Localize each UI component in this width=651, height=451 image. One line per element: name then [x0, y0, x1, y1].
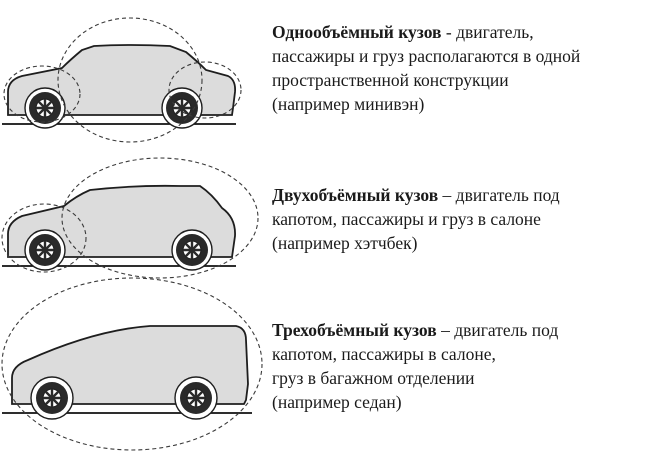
car-hatchback — [2, 158, 258, 278]
sedan-front-wheel — [29, 92, 61, 124]
minivan-rear-wheel — [180, 382, 212, 414]
desc-line-2: капотом, пассажиры в салоне, — [272, 344, 496, 364]
sedan-rear-wheel — [166, 92, 198, 124]
desc-line-1 — [272, 183, 647, 207]
body-type-title: Трехобъёмный кузов — [272, 320, 437, 340]
desc-line-4: (например минивэн) — [272, 94, 425, 114]
body-type-title: Двухобъёмный кузов — [272, 185, 439, 205]
desc-line-1 — [272, 318, 647, 342]
desc-text: двигатель под — [455, 185, 560, 205]
desc-line-1 — [272, 20, 647, 44]
description-one-volume — [272, 20, 647, 116]
desc-line-3: груз в багажном отделении — [272, 368, 475, 388]
body-type-title: Однообъёмный кузов — [272, 22, 442, 42]
title-separator: – — [436, 320, 455, 340]
desc-line-2: капотом, пассажиры и груз в салоне — [272, 209, 541, 229]
car-sedan — [2, 18, 241, 142]
hatchback-front-wheel — [29, 234, 61, 266]
desc-text: двигатель под — [454, 320, 559, 340]
title-separator: – — [438, 185, 456, 205]
description-two-volume — [272, 183, 647, 255]
hatchback-rear-wheel — [176, 234, 208, 266]
desc-line-2: пассажиры и груз располагаются в одной — [272, 46, 581, 66]
desc-line-3: (например хэтчбек) — [272, 233, 418, 253]
desc-line-4: (например седан) — [272, 392, 402, 412]
title-separator: - — [441, 22, 457, 42]
description-three-volume — [272, 318, 647, 414]
desc-text: двигатель, — [456, 22, 534, 42]
minivan-front-wheel — [36, 382, 68, 414]
desc-line-3: пространственной конструкции — [272, 70, 509, 90]
car-minivan — [2, 278, 262, 450]
